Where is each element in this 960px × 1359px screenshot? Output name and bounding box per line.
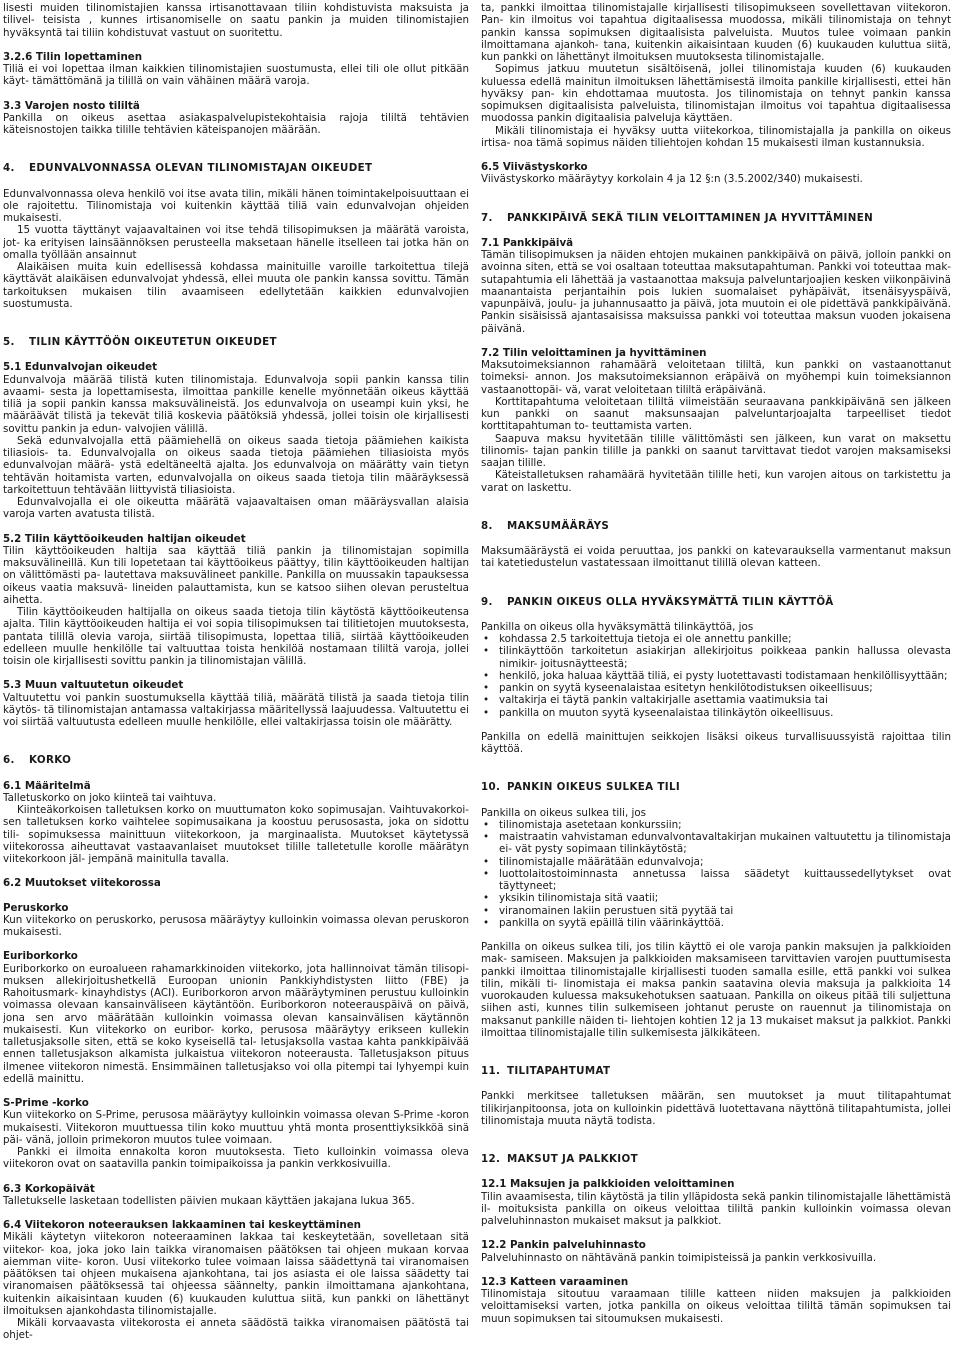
- list-item: • yksikin tilinomistaja sitä vaatii;: [499, 892, 951, 904]
- section-11-number: 11.: [481, 1065, 501, 1077]
- section-6-number: 6.: [3, 754, 15, 767]
- list-item: • viranomainen lakiin perustuen sitä pyytää tai: [499, 905, 951, 917]
- section-4-p1: Edunvalvonnassa oleva henkilö voi itse avata tilin, mikäli hänen toimintakelpoisuuttaan ei ole rajoitettu. Tilinomistaja voi kuitenkin käyttää tiliä vain edunvalvojan ohjeiden mukaisesti.: [3, 187, 469, 224]
- section-9-number: 9.: [481, 595, 493, 608]
- section-5-2-p1: Tilin käyttöoikeuden haltija saa käyttää tiliä pankin ja tilinomistajan sopimilla maksuvälineillä. Kun tili lopetetaan tai käyttöoikeus päättyy, tilin käyttöoikeuden haltijan on välittömästi pa- lautettava maksuvälineet pankille. Pankilla on muussakin tapauksessa oikeus vaatia maksuvä- lineiden palauttamista, kun se katsoo siihen olevan perusteltua aihetta.: [3, 544, 469, 606]
- section-7-2-title: 7.2 Tilin veloittaminen ja hyvittäminen: [481, 346, 707, 359]
- right-column: [481, 2, 951, 1359]
- section-6-3-text: Talletukselle lasketaan todellisten päivien mukaan käyttäen jakajana lukua 365.: [3, 1194, 415, 1207]
- s-prime-p2: Pankki ei ilmoita ennakolta koron muutoksesta. Tieto kulloinkin voimassa oleva viitekoron ovat on saatavilla pankin toimipaikoissa ja pankin verkkosivuilla.: [3, 1146, 469, 1171]
- section-8-number: 8.: [481, 519, 493, 532]
- peruskorko-text: Kun viitekorko on peruskorko, perusosa määräytyy kulloinkin voimassa olevan peruskoron mukaisesti.: [3, 913, 469, 938]
- list-item: • pankilla on muuton syytä kyseenalaistaa tilinkäytön oikeellisuus.: [499, 707, 951, 719]
- section-7-2-p2: Korttitapahtuma veloitetaan tililtä viimeistään seuraavana pankkipäivänä sen jälkeen kun pankki on saanut maksunsaajan palveluntarjoajalta tarpeelliset tiedot korttitapahtuman to- teuttamista varten.: [481, 395, 951, 433]
- section-12-number: 12.: [481, 1153, 501, 1165]
- section-5-1-title: 5.1 Edunvalvojan oikeudet: [3, 361, 158, 374]
- section-5-3-p1: Valtuutettu voi pankin suostumuksella käyttää tiliä, määrätä tilistä ja saada tietoja tilin käytös- tä tilinomistajan antamassa valtakirjassa määritellyssä laajuudessa. Valtuutettu ei voi siirtää valtuutusta edelleen muulle henkilölle, ellei valtakirjassa toisin ole määrätty.: [3, 691, 469, 728]
- section-8-text: Maksumääräystä ei voida peruuttaa, jos pankki on katevarauksella varmentanut maksun tai katetiedustelun vastatessaan ilmoittanut tilillä olevan katteen.: [481, 545, 951, 570]
- list-item: • maistraatin vahvistaman edunvalvontavaltakirjan mukainen valtuutettu ja tilinomistaja ei- vät pysty sopimaan tilinkäytöstä;: [499, 831, 951, 856]
- section-6-heading: [3, 754, 469, 766]
- section-6-4-p1: Mikäli käytetyn viitekoron noteeraaminen lakkaa tai keskeytetään, sovelletaan sitä viitekor- koa, joka joko lain taikka viranomaisen päätöksen tai ohjeen mukaan korvaa aiemman viite- koron. Uusi viitekorko tulee voimaan laissa säädettynä tai viranomaisen päätöksen tai ohjeen mukaisena ajankohtana, tai jos asiasta ei ole laissa säädetty tai viranomaisen päätöksessä tai ohjeessa säännelty, pankin ilmoittamana ajankohtana, kuitenkin aikaisintaan kuuden (6) kuukauden kuluttua siitä, kun pankki on lähettänyt ilmoituksen ajankohdasta tilinomistajalle.: [3, 1231, 469, 1317]
- peruskorko-title: Peruskorko: [3, 901, 69, 914]
- section-3-2-6-text: Tiliä ei voi lopettaa ilman kaikkien tilinomistajien suostumusta, ellei tili ole ollut pitkään käyt- tämättömänä ja tilillä on vain vähäinen määrä varoja.: [3, 63, 469, 88]
- list-item: • tilinkäyttöön tarkoitetun asiakirjan allekirjoitus poikkeaa pankin hallussa olevasta nimikir- joitusnäytteestä;: [499, 645, 951, 670]
- section-12-heading: [481, 1153, 951, 1165]
- list-item: • henkilö, joka haluaa käyttää tiliä, ei pysty luotettavasti todistamaan henkilöllisyyttään;: [499, 670, 951, 682]
- section-10-title: PANKIN OIKEUS SULKEA TILI: [507, 781, 681, 794]
- section-6-title: KORKO: [29, 754, 72, 767]
- section-9-lead: Pankilla on oikeus olla hyväksymättä tilinkäyttöä, jos: [481, 620, 754, 633]
- list-item: • pankin on syytä kyseenalaistaa esitetyn henkilötodistuksen oikeellisuus;: [499, 682, 951, 694]
- section-6-1-title: 6.1 Määritelmä: [3, 779, 91, 792]
- section-10-lead: Pankilla on oikeus sulkea tili, jos: [481, 806, 647, 819]
- section-9-list: [481, 633, 951, 719]
- section-8-title: MAKSUMÄÄRÄYS: [507, 519, 610, 532]
- euriborkorko-title: Euriborkorko: [3, 950, 78, 963]
- section-11-title: TILITAPAHTUMAT: [507, 1065, 611, 1077]
- list-item: • tilinomistaja asetetaan konkurssiin;: [499, 819, 951, 831]
- spacer: [481, 719, 951, 731]
- list-item: • pankilla on syytä epäillä tilin väärinkäyttöä.: [499, 917, 951, 929]
- section-5-2-title: 5.2 Tilin käyttöoikeuden haltijan oikeudet: [3, 532, 246, 545]
- section-12-3-title: 12.3 Katteen varaaminen: [481, 1275, 629, 1288]
- section-12-3-text: Tilinomistaja sitoutuu varaamaan tilille katteen niiden maksujen ja palkkioiden veloittamiseksi varten, jotka pankilla on oikeus veloittaa tililtä tämän sopimuksen tai muun sopimuksen tai sitoumuksen mukaisesti.: [481, 1288, 951, 1325]
- section-9-tail: Pankilla on edellä mainittujen seikkojen lisäksi oikeus turvallisuussyistä rajoittaa tilin käyttöä.: [481, 730, 951, 755]
- section-7-heading: [481, 212, 951, 224]
- section-12-title: MAKSUT JA PALKKIOT: [507, 1153, 638, 1165]
- section-5-3-title: 5.3 Muun valtuutetun oikeudet: [3, 679, 184, 692]
- section-12-1-title: 12.1 Maksujen ja palkkioiden veloittaminen: [481, 1178, 735, 1191]
- list-item: • luottolaitostoiminnasta annetussa laissa säädetyt kuittaussedellytykset ovat täyttyneet;: [499, 868, 951, 893]
- section-8-heading: [481, 520, 951, 532]
- section-5-1-p2: Sekä edunvalvojalla että päämiehellä on oikeus saada tietoja päämiehen kaikista tiliasiois- ta. Edunvalvojalla on oikeus saada tietoja päämiehen tiliasioista myös edunvalvojan määrä- ystä edeltäneeltä ajalta. Jos edunvalvoja on määrätty vain tietyn tehtävän hoitamista varten, edunvalvojalla on oikeus saada tietoja tilin määräyksessä tarkoitettuun tehtävään liittyvistä tiliasioista.: [3, 434, 469, 496]
- section-7-title: PANKKIPÄIVÄ SEKÄ TILIN VELOITTAMINEN JA HYVITTÄMINEN: [507, 211, 874, 224]
- section-10-heading: [481, 781, 951, 793]
- section-7-2-p3: Saapuva maksu hyvitetään tilille välittömästi sen jälkeen, kun varat on maksettu tilinomis- tajan pankin tilille ja pankki on saanut tarvittavat tiedot varojen maksamiseksi saajan tilille.: [481, 432, 951, 469]
- section-4-p2: 15 vuotta täyttänyt vajaavaltainen voi itse tehdä tilisopimuksen ja määrätä varoista, jot- ka erityisen lainsäännöksen perusteella maksetaan hänelle itselleen tai jotka hän on omalla työllään ansainnut: [3, 224, 469, 261]
- section-5-title: TILIN KÄYTTÖÖN OIKEUTETUN OIKEUDET: [29, 336, 277, 348]
- left-column: [3, 2, 469, 1359]
- continued-p2: Sopimus jatkuu muutetun sisältöisenä, jollei tilinomistaja kuuden (6) kuukauden kuluessa edellä mainitun ilmoituksen lähettämisestä ilmoita pankille kirjallisesti, ettei hän hyväksy pan- kin ehdottamaa muutosta. Jos tilinomistaja on tehnyt pankin kanssa sopimuksen digitaalisista palveluista, tilinomistajan ilmoitus voi tapahtua digitaalisessa muodossa pankin digitaalisia palveluja käyttäen.: [481, 63, 951, 125]
- section-6-2-title: 6.2 Muutokset viitekorossa: [3, 877, 161, 890]
- section-11-heading: [481, 1065, 951, 1077]
- section-12-1-text: Tilin avaamisesta, tilin käytöstä ja tilin ylläpidosta sekä pankin tilinomistajalle lähettämistä il- moituksista pankilla on oikeus veloittaa tililtä pankin kulloinkin voimassa olevan palveluhinnaston mukaiset maksut ja palkkiot.: [481, 1190, 951, 1227]
- section-5-heading: [3, 336, 469, 348]
- section-7-1-text: Tämän tilisopimuksen ja näiden ehtojen mukainen pankkipäivä on päivä, jolloin pankki on avoinna siten, että se voi osaltaan toteuttaa maksutapahtuman. Pankki voi toteuttaa mak- sutapahtumia eli lähettää ja vastaanottaa maksuja palveluntarjoajien kesken viikonpäivinä maanantaista perjantaihin pois lukien suomalaiset pyhäpäivät, itsenäisyyspäivä, vapunpäivä, joulu- ja juhannusaatto ja päivä, jota muutoin ei ole pidettävä pankkipäivänä. Pankin sisäisissä ajantasaisissa maksuissa pankki voi toteuttaa maksun vuoden jokaisena päivänä.: [481, 249, 951, 335]
- section-3-3-text: Pankilla on oikeus asettaa asiakaspalvelupistekohtaisia rajoja tililtä tehtävien käteisnostojen taikka tilille tehtävien käteispanojen määrään.: [3, 111, 469, 136]
- section-5-1-p3: Edunvalvojalla ei ole oikeutta määrätä vajaavaltaisen oman määräysvallan alaisia varoja varten avatusta tilistä.: [3, 496, 469, 521]
- section-6-4-title: 6.4 Viitekoron noteerauksen lakkaaminen tai keskeyttäminen: [3, 1219, 362, 1231]
- section-6-1-p2: Kiinteäkorkoisen talletuksen korko on muuttumaton koko sopimusajan. Vaihtuvakorkoi- sen talletuksen korko vaihtelee sopimusaikana ja koostuu perusosasta, joka on sidottu tili- sopimuksessa mainittuun viitekorkoon, ja marginaalista. Muutokset käytetyssä viitekorossa aiheuttavat vastaavanlaiset muutokset tilille talletetulle korolle määrätyn viitekorkoon jäl- jempänä mainitulla tavalla.: [3, 804, 469, 865]
- section-11-text: Pankki merkitsee talletuksen määrän, sen muutokset ja muut tilitapahtumat tilikirjanpitoonsa, jota on kulloinkin pidettävä luotettavana näyttönä tilitapahtumista, jollei tilinomistaja muuta näytä todista.: [481, 1090, 951, 1127]
- s-prime-title: S-Prime -korko: [3, 1097, 89, 1109]
- section-6-4-p2: Mikäli korvaavasta viitekorosta ei anneta säädöstä taikka viranomaisen päätöstä tai ohjet-: [3, 1317, 469, 1342]
- list-item: • tilinomistajalle määrätään edunvalvoja;: [499, 856, 951, 868]
- section-7-1-title: 7.1 Pankkipäivä: [481, 236, 574, 249]
- section-4-heading: [3, 162, 469, 174]
- section-4-title: EDUNVALVONNASSA OLEVAN TILINOMISTAJAN OIKEUDET: [29, 162, 373, 175]
- section-12-2-title: 12.2 Pankin palveluhinnasto: [481, 1239, 646, 1252]
- section-6-5-text: Viivästyskorko määräytyy korkolain 4 ja 12 §:n (3.5.2002/340) mukaisesti.: [481, 173, 863, 186]
- section-3-2-6-title: 3.2.6 Tilin lopettaminen: [3, 50, 143, 63]
- section-4-number: 4.: [3, 162, 15, 175]
- continued-p3: Mikäli tilinomistaja ei hyväksy uutta viitekorkoa, tilinomistajalla ja pankilla on oikeus irtisa- noa tämä sopimus näiden tiliehtojen kohdan 15 mukaisesti ilman kustannuksia.: [481, 124, 951, 149]
- section-5-2-p2: Tilin käyttöoikeuden haltijalla on oikeus saada tietoja tilin käytöstä käyttöoikeutensa ajalta. Tilin käyttöoikeuden haltija ei voi sopia tilisopimuksen tai tilitietojen muutoksesta, pantata tilillä olevia varoja, siirtää tilisopimusta, lopettaa tiliä, siirtää käyttöoikeuden edelleen muulle henkilölle tai valtuuttaa toista henkilöä nostamaan tililtä varoja, jollei toisin ole kirjallisesti sovittu pankin ja tilinomistajan välillä.: [3, 606, 469, 667]
- section-3-3-title: 3.3 Varojen nosto tililtä: [3, 99, 140, 112]
- section-7-2-p4: Käteistalletuksen rahamäärä hyvitetään tilille heti, kun varojen aitous on tarkistettu ja varat on laskettu.: [481, 469, 951, 494]
- section-7-number: 7.: [481, 211, 493, 224]
- section-6-3-title: 6.3 Korkopäivät: [3, 1182, 95, 1195]
- s-prime-p1: Kun viitekorko on S-Prime, perusosa määräytyy kulloinkin voimassa olevan S-Prime -koron mukaisesti. Viitekoron muuttuessa tilin koko muuttuu yhtä monta prosenttiyksikköä sinä päi- vänä, jolloin primekoron muutos tulee voimaan.: [3, 1109, 469, 1146]
- section-10-list: [481, 819, 951, 929]
- section-6-5-title: 6.5 Viivästyskorko: [481, 161, 588, 173]
- euriborkorko-text: Euriborkorko on euroalueen rahamarkkinoiden viitekorko, jota hallinnoivat tämän tilisopi- muksen allekirjoitushetkellä Euroopan unionin Pankkiyhdistysten liitto (FBE) ja Rahoitusmark- kinayhdistys (ACI). Euriborkoron arvon määräytyminen perustuu kulloinkin voimassa olevaan kansainväliseen käytäntöön. Euriborkoron noteerauspäivä on päivä, jona sen arvo määrätään kulloinkin voimassa olevan kansainvälisen käytännön mukaisesti. Kun viitekorko on euribor- korko, perusosa määräytyy erikseen kullekin talletusjaksolle siten, että se koko kyseisellä tal- letusjaksolla vastaa kahta pankkipäivää ennen talletusjakson alkamista julkaistua viitekoron noteerausta. Talletusjakson pituus ilmenee viitekoron nimestä. Ensimmäinen talletusjakso voi olla pitempi tai lyhyempi kuin edellä mainittu.: [3, 962, 469, 1085]
- list-item: • valtakirja ei täytä pankin valtakirjalle asettamia vaatimuksia tai: [499, 694, 951, 706]
- section-5-number: 5.: [3, 336, 15, 348]
- section-9-title: PANKIN OIKEUS OLLA HYVÄKSYMÄTTÄ TILIN KÄYTTÖÄ: [507, 595, 834, 608]
- section-5-1-p1: Edunvalvoja määrää tilistä kuten tilinomistaja. Edunvalvoja sopii pankin kanssa tilin avaami- sesta ja lopettamisesta, ilmoittaa pankille kenelle myönnetään oikeus käyttää tiliä ja sopii pankin kanssa maksuvälineistä. Jos edunvalvoja on useampi kuin yksi, he määräävät tilistä ja tekevät tiliä koskevia päätöksiä yhdessä, jollei toisin ole kirjallisesti sovittu pankin ja edun- valvojien välillä.: [3, 373, 469, 435]
- section-4-p3: Alaikäisen muita kuin edellisessä kohdassa mainituille varoille tarkoitettua tilejä käyttävät alaikäisen edunvalvojat yhdessä, ellei muuta ole pankin kanssa sovittu. Tämän tarkoituksen mukaisen tilin avaamiseen edellytetään kaikkien edunvalvojien suostumusta.: [3, 261, 469, 310]
- section-9-heading: [481, 596, 951, 608]
- section-6-1-p1: Talletuskorko on joko kiinteä tai vaihtuva.: [3, 791, 217, 804]
- continued-p1: ta, pankki ilmoittaa tilinomistajalle kirjallisesti tilisopimukseen sovellettavan viitekoron. Pan- kin ilmoitus voi tapahtua digitaalisessa muodossa, mikäli tilinomistaja on tehnyt pankin kanssa sopimuksen digitaalisista palveluista. Muutos tulee voimaan pankin ilmoittamana ajankoh- tana, kuitenkin aikaisintaan kuuden (6) kuukauden kuluttua siitä, kun pankki on lähettänyt ilmoituksen muutoksesta tilinomistajalle.: [481, 2, 951, 63]
- intro-paragraph: lisesti muiden tilinomistajien kanssa irtisanottavaan tiliin kohdistuvista maksuista ja tilivel- teisista , kunnes irtisanomiselle on saatu pankin ja muiden tilinomistajien hyväksyntä tai tiliin kohdistuvat vastuut on suoritettu.: [3, 2, 469, 39]
- section-10-number: 10.: [481, 781, 501, 794]
- list-item: • kohdassa 2.5 tarkoitettuja tietoja ei ole annettu pankille;: [499, 633, 951, 645]
- section-10-tail: Pankilla on oikeus sulkea tili, jos tilin käyttö ei ole varoja pankin maksujen ja palkkioiden mak- samiseen. Maksujen ja palkkioiden maksamiseen tarvittavien varojen puuttumisesta pankki ilmoittaa tilinomistajalle kirjallisesti tuoden samalla esille, että pankki voi sulkea tilin, mikäli ti- linomistaja ei maksa pankin saatavina olevia maksuja ja palkkioita 14 vuorokauden kuluessa maksukehotuksen saatuaan. Pankilla on oikeus pitää tili suljettuna siihen asti, kunnes tilin sulkemiseen johtanut peruste on rauennut ja tilinomistaja on maksanut pankille näiden ti- liehtojen kohtien 12 ja 13 mukaiset maksut ja palkkiot. Pankki ilmoittaa tilinomistajalle tilin sulkemisesta jälkikäteen.: [481, 941, 951, 1039]
- spacer: [481, 929, 951, 941]
- section-7-2-p1: Maksutoimeksiannon rahamäärä veloitetaan tililtä, kun pankki on vastaanottanut toimeksi- annon. Jos maksutoimeksiannon eräpäivä on myöhempi kuin toimeksiannon vastaanottopäi- vä, varat veloitetaan tililtä eräpäivänä.: [481, 359, 951, 396]
- section-12-2-text: Palveluhinnasto on nähtävänä pankin toimipisteissä ja pankin verkkosivuilla.: [481, 1251, 877, 1264]
